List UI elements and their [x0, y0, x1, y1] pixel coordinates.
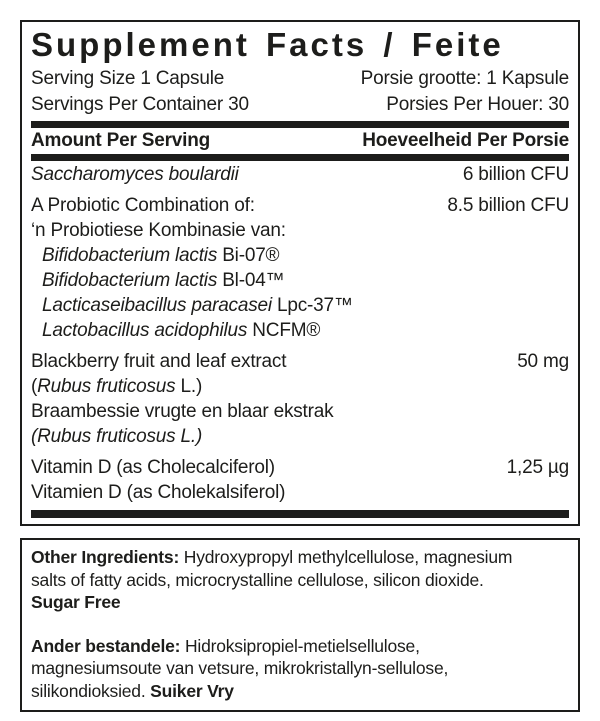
text-part: Bi-07®	[217, 245, 280, 266]
nutrient-name-line	[31, 349, 509, 374]
ingredients-line	[31, 569, 569, 592]
ingredients-line	[31, 591, 569, 614]
divider-bar	[31, 154, 569, 161]
text-part: Hydroxypropyl methylcellulose, magnesium	[179, 547, 513, 567]
column-header-row	[31, 128, 569, 154]
text-part: Vitamin D (as Cholecalciferol)	[31, 457, 275, 478]
text-part: Lacticaseibacillus paracasei	[42, 295, 272, 316]
serving-size-label: Serving Size 1 Capsule	[31, 68, 225, 89]
ingredients-paragraph	[31, 546, 569, 614]
amount-per-serving-header: Amount Per Serving	[31, 130, 211, 151]
panel-title: Supplement Facts / Feite	[31, 26, 504, 63]
nutrient-name	[31, 349, 509, 449]
text-part: NCFM®	[247, 320, 321, 341]
nutrient-name	[31, 193, 439, 343]
ingredients-paragraph	[31, 635, 569, 703]
text-part: (Rubus fruticosus L.)	[31, 426, 203, 447]
nutrient-name-line	[31, 374, 509, 399]
nutrient-name-line	[31, 293, 439, 318]
nutrient-name-line	[31, 243, 439, 268]
text-part: Bifidobacterium lactis	[42, 270, 218, 291]
supplement-facts-panel	[20, 20, 580, 526]
text-part: Ander bestandele:	[31, 635, 181, 656]
text-part: Other Ingredients:	[31, 547, 180, 567]
serving-size-label-afrikaans: Porsie grootte: 1 Kapsule	[360, 68, 569, 89]
nutrient-name-line	[31, 268, 439, 293]
nutrient-name-line	[31, 318, 439, 343]
nutrient-row	[31, 349, 569, 449]
text-part: (	[31, 376, 38, 397]
text-part: Sugar Free	[31, 592, 121, 612]
nutrient-row	[31, 162, 569, 187]
text-part: Braambessie vrugte en blaar ekstrak	[31, 401, 334, 422]
nutrient-amount: 50 mg	[517, 351, 569, 372]
ingredients-line	[31, 635, 569, 658]
text-part: Lpc-37™	[271, 295, 353, 316]
text-part: Suiker Vry	[150, 680, 234, 701]
nutrient-row	[31, 455, 569, 505]
servings-per-container-row	[31, 92, 569, 118]
text-part: Bifidobacterium lactis	[42, 245, 218, 266]
text-part: A Probiotic Combination of:	[31, 195, 255, 216]
nutrient-amount: 8.5 billion CFU	[447, 195, 569, 216]
bottom-divider-bar	[31, 510, 569, 518]
text-part: silikondioksied.	[31, 680, 151, 701]
nutrient-name-line	[31, 162, 455, 187]
text-part: salts of fatty acids, microcrystalline cellulose, silicon dioxide.	[31, 569, 484, 590]
nutrient-amount: 1,25 µg	[506, 457, 569, 478]
nutrient-name-line	[31, 480, 499, 505]
serving-size-row	[31, 66, 569, 92]
text-part: Blackberry fruit and leaf extract	[31, 351, 287, 372]
nutrient-name-line	[31, 455, 499, 480]
nutrient-name	[31, 455, 499, 505]
text-part: Vitamien D (as Cholekalsiferol)	[31, 482, 286, 503]
ingredients-line	[31, 680, 569, 703]
text-part: Saccharomyces boulardii	[31, 164, 239, 185]
text-part: Hidroksipropiel-metielsellulose,	[180, 635, 420, 656]
text-part: L.)	[175, 376, 203, 397]
hoeveelheid-per-porsie-header: Hoeveelheid Per Porsie	[362, 130, 569, 151]
ingredients-line	[31, 546, 569, 569]
nutrient-amount: 6 billion CFU	[462, 164, 569, 185]
text-part: ‘n Probiotiese Kombinasie van:	[31, 220, 286, 241]
nutrient-name-line	[31, 193, 439, 218]
servings-per-container-label: Servings Per Container 30	[31, 94, 249, 115]
ingredients-line	[31, 657, 569, 680]
other-ingredients-box	[20, 538, 580, 712]
nutrient-name-line	[31, 399, 509, 424]
nutrient-row	[31, 193, 569, 343]
text-part: Rubus fruticosus	[37, 376, 176, 397]
text-part: Lactobacillus acidophilus	[42, 320, 248, 341]
divider-bar	[31, 121, 569, 128]
nutrient-rows	[31, 162, 569, 505]
nutrient-name-line	[31, 424, 509, 449]
text-part: Bl-04™	[217, 270, 285, 291]
nutrient-name	[31, 162, 455, 187]
servings-per-container-label-afrikaans: Porsies Per Houer: 30	[386, 94, 569, 115]
text-part: magnesiumsoute van vetsure, mikrokristallyn-sellulose,	[31, 658, 449, 678]
nutrient-name-line	[31, 218, 439, 243]
